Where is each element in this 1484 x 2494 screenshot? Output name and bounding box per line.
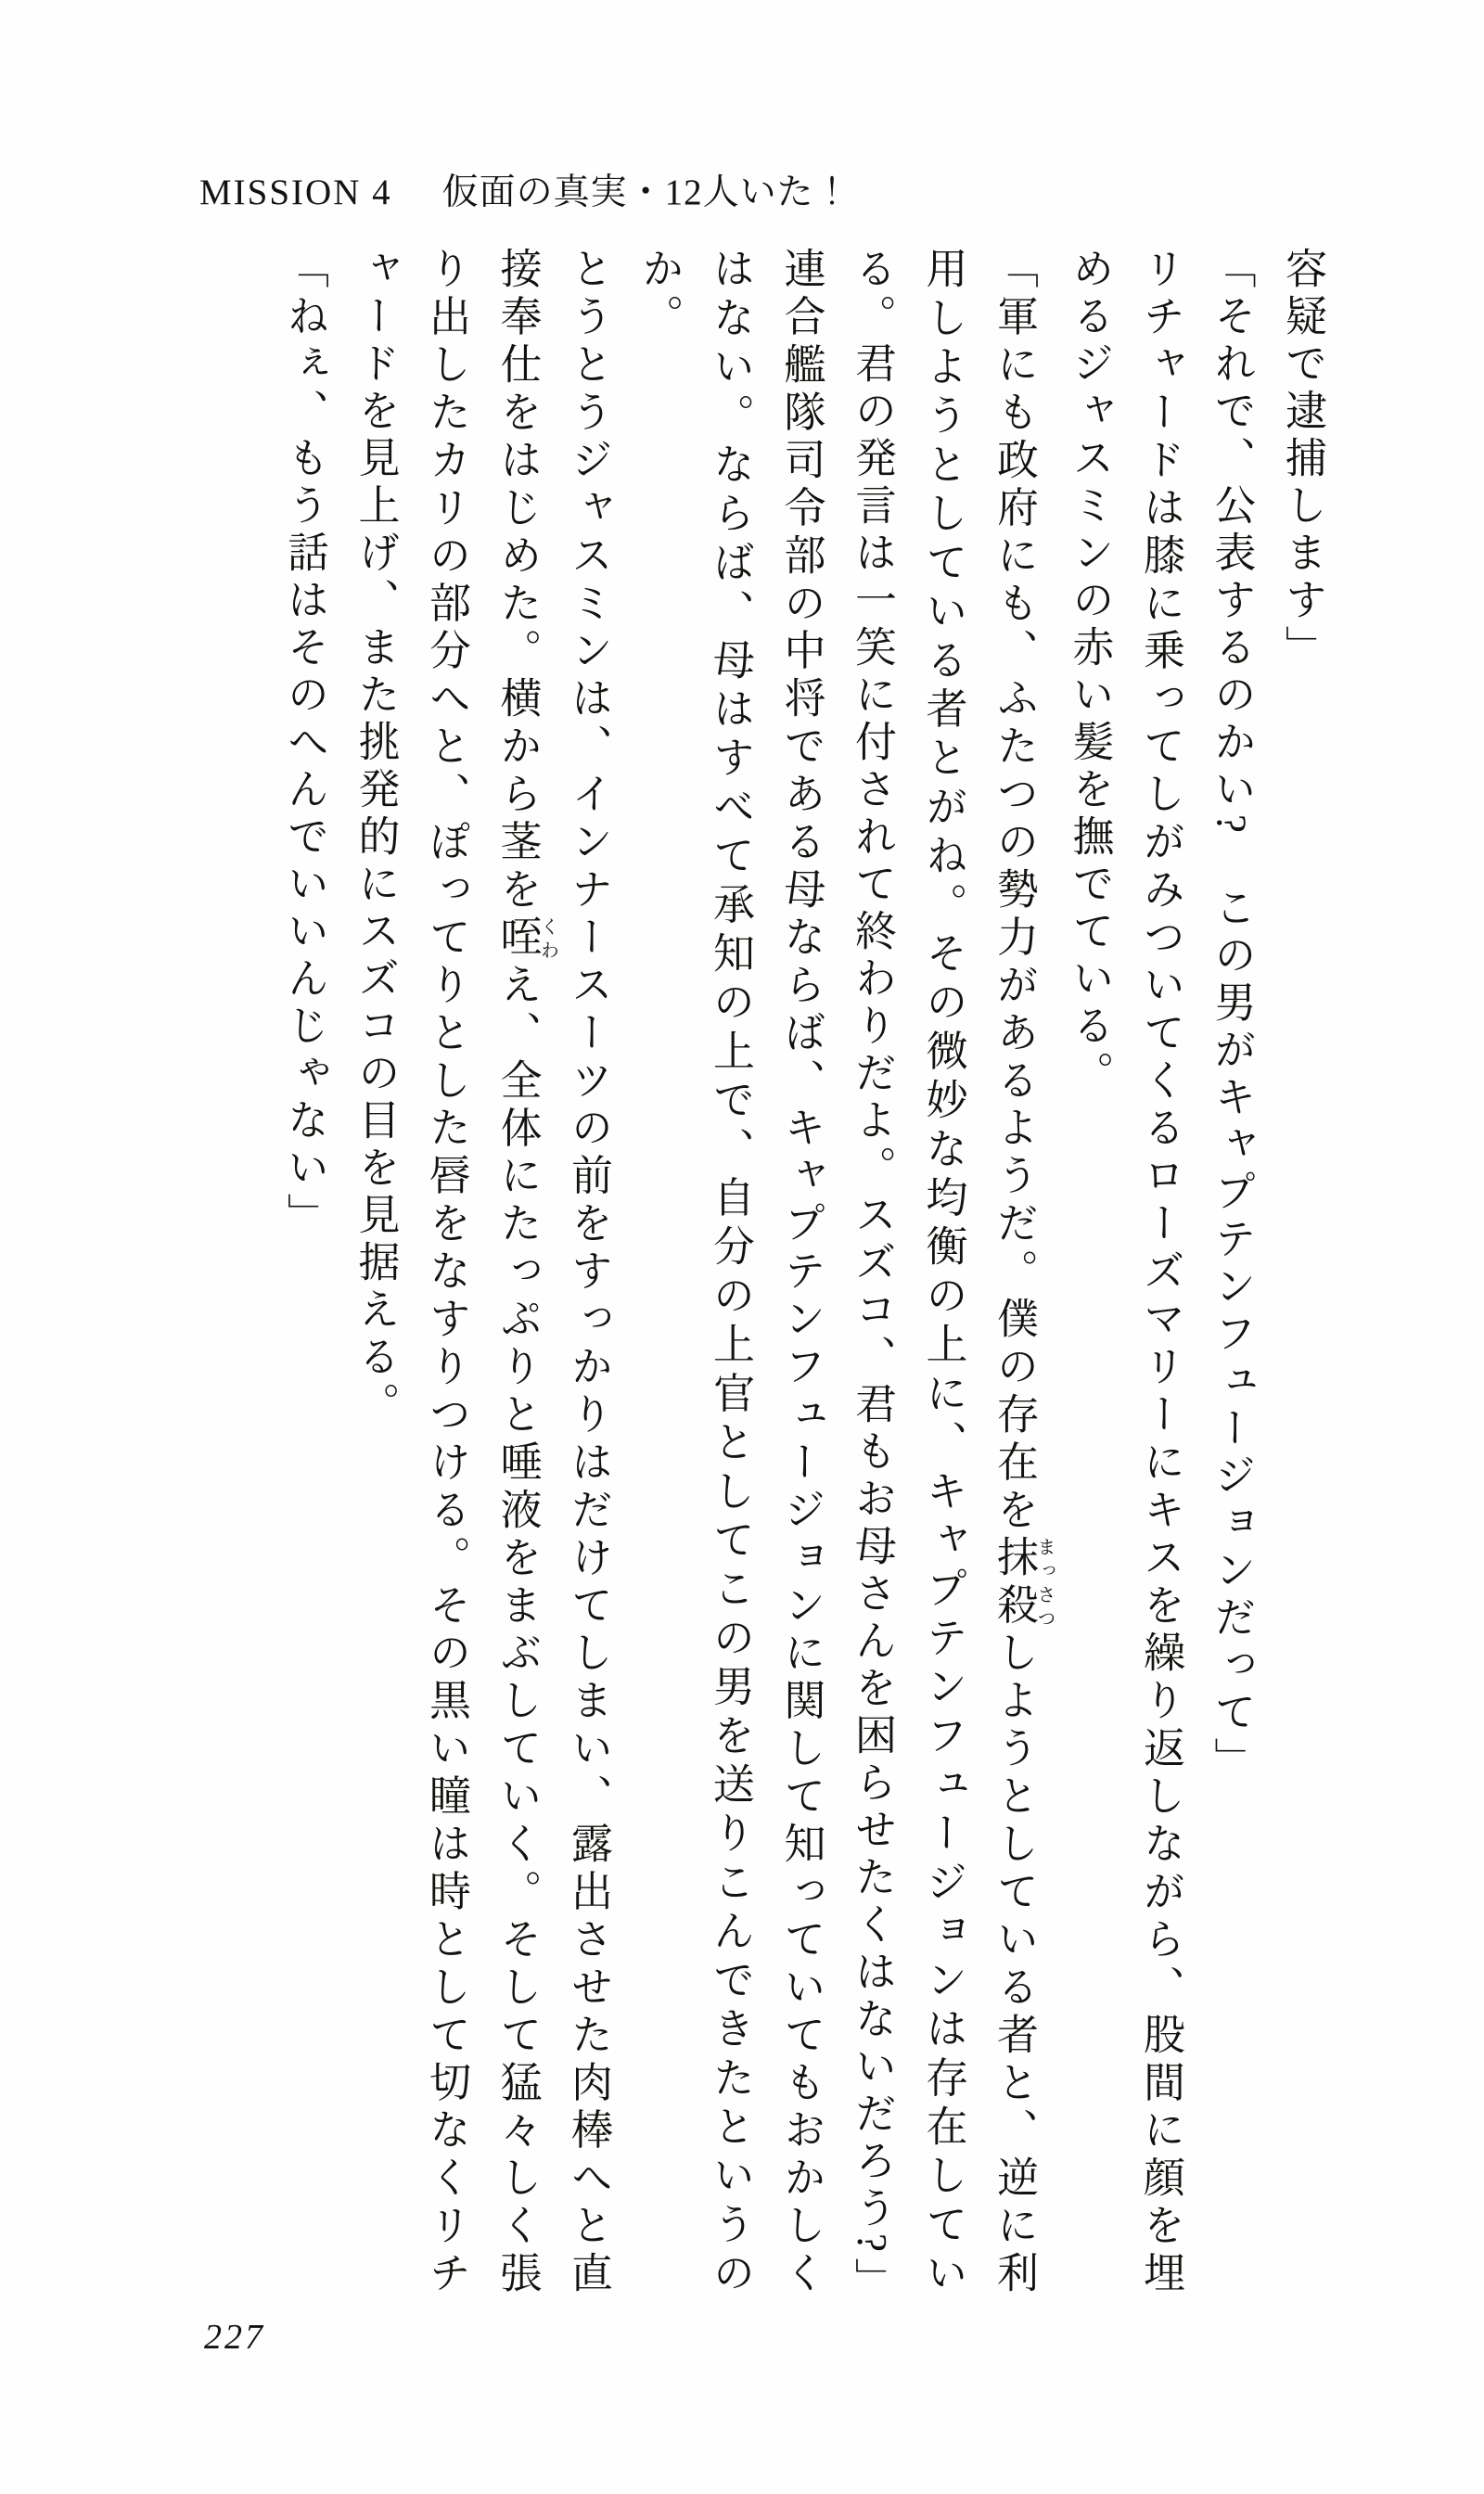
ruby-text: まっさつ xyxy=(1034,1535,1055,1631)
paragraph-7: 「ねぇ、もう話はそのへんでいいんじゃない」 xyxy=(281,247,327,1240)
paragraph-6 xyxy=(339,247,623,2298)
paragraph-1: 容疑で逮捕します」 xyxy=(1279,247,1325,672)
main-text-block xyxy=(269,247,1338,2305)
chapter-title: 仮面の真実・12人いた！ xyxy=(441,173,851,212)
paragraph-5: 連合艦隊司令部の中将である母ならば、キャプテンフュージョンに関して知っていてもおかしくはない。ならば、母はすべて承知の上で、自分の上官としてこの男を送りこんできたというのか。 xyxy=(635,247,825,2298)
ruby-annotation-massatsu xyxy=(991,1535,1055,1631)
ruby-base: 咥 xyxy=(493,914,541,963)
paragraph-6-text-pre: とうとうジャスミンは、インナースーツの前をすっかりはだけてしまい、露出させた肉棒へと直接奉仕をはじめた。横から茎を xyxy=(493,247,611,2298)
page-number: 227 xyxy=(204,2318,265,2357)
paragraph-4-text-post: しようとしている者と、逆に利用しようとしている者とがね。その微妙な均衡の上に、キャプテンフュージョンは存在している。君の発言は一笑に付されて終わりだよ。スズコ、君もお母さんを困らせたくはないだろう?」 xyxy=(849,247,1037,2305)
mission-label: MISSION 4 xyxy=(199,173,392,212)
paragraph-3: リチャードは膝に乗ってしがみついてくるローズマリーにキスを繰り返しながら、股間に顔を埋めるジャスミンの赤い髪を撫でている。 xyxy=(1066,247,1183,2299)
paragraph-4-text-pre: 「軍にも政府にも、ふたつの勢力があるようだ。僕の存在を xyxy=(991,247,1037,1536)
chapter-header xyxy=(199,163,851,215)
ruby-text: くわ xyxy=(537,914,558,963)
paragraph-2: 「それで、公表するのかい? この男がキャプテンフュージョンだって」 xyxy=(1208,247,1255,1784)
ruby-annotation-kuwa xyxy=(493,914,558,963)
paragraph-4 xyxy=(837,247,1055,2305)
ruby-base: 抹殺 xyxy=(991,1535,1037,1631)
paragraph-6-text-post: え、全体にたっぷりと唾液をまぶしていく。そして猛々しく張り出したカリの部分へと、ぽってりとした唇をなすりつける。その黒い瞳は時として切なくリチャードを見上げ、また挑発的にスズコの目を見据える。 xyxy=(352,247,541,2299)
